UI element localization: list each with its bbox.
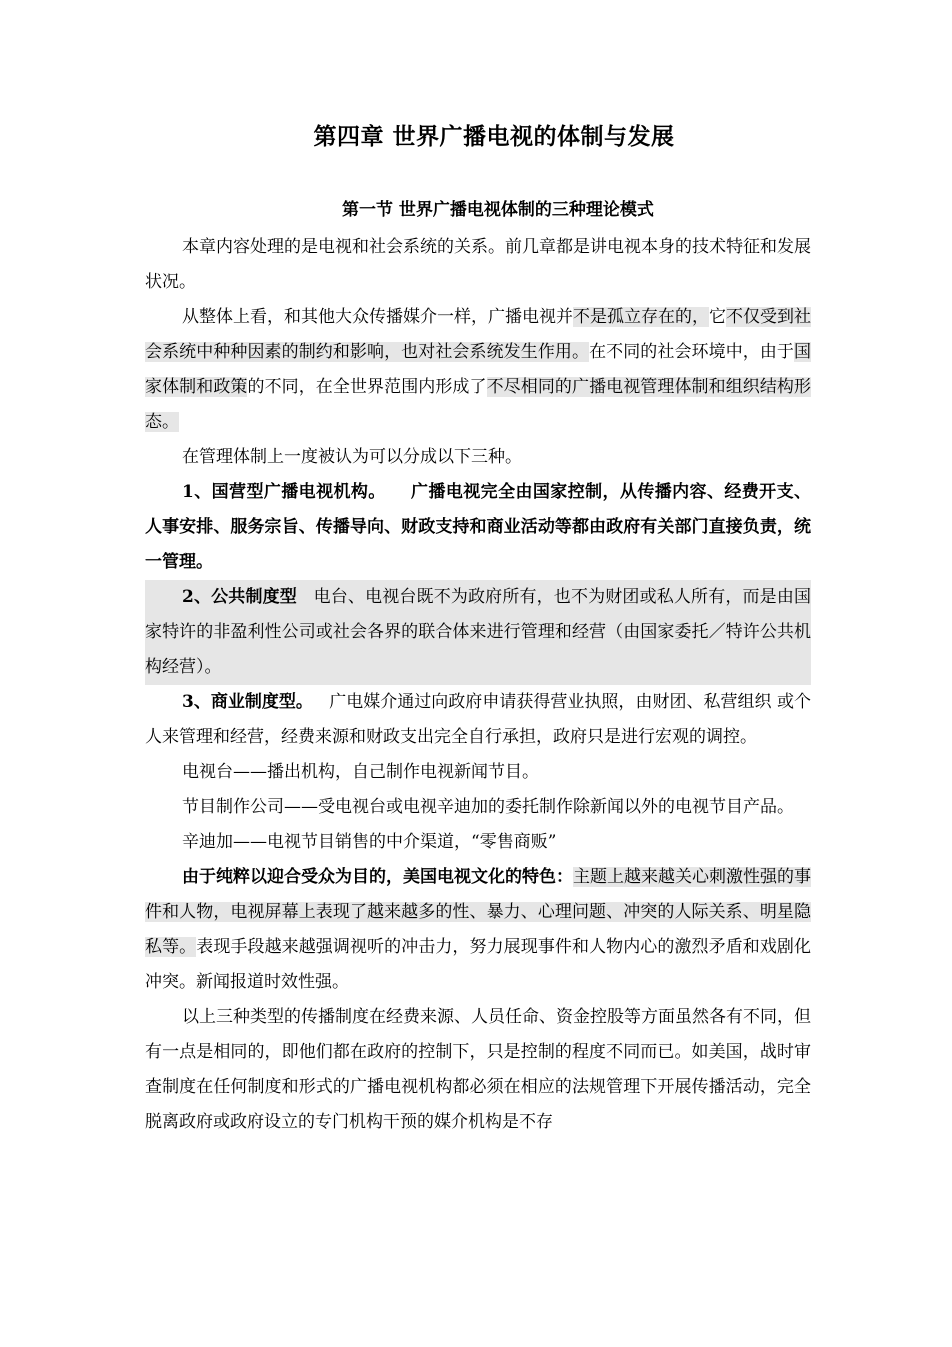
paragraph-summary: 以上三种类型的传播制度在经费来源、人员任命、资金控股等方面虽然各有不同，但有一点是相同的，即他们都在政府的控制下，只是控制的程度不同而已。如美国，战时审查制度在任何制度和形式的广播电视机构都必须在相应的法规管理下开展传播活动，完全脱离政府或政府设立的专门机构干预的媒介机构是不存 [145,1007,811,1132]
section-heading: 第一节 世界广播电视体制的三种理论模式 [342,200,654,220]
paragraph-commercial-type [145,685,811,755]
paragraph-tv-station: 电视台——播出机构，自己制作电视新闻节目。 [182,762,539,782]
text-run: 从整体上看，和其他大众传播媒介一样，广播电视并 [182,307,573,327]
chapter-title: 第四章 世界广播电视的体制与发展 [313,123,675,150]
item-label: 由于纯粹以迎合受众为目的，美国电视文化的特色： [182,867,573,887]
body-text [145,230,811,1140]
paragraph-us-tv-culture [145,860,811,1000]
paragraph-state-type [145,475,811,580]
item-label: 3、商业制度型。 [182,692,313,712]
paragraph-three-types: 在管理体制上一度被认为可以分成以下三种。 [182,447,522,467]
item-label: 2、公共制度型 [182,587,297,607]
item-text: 电台、电视台既不为政府所有，也不为财团或私人所有，而是由国家特许的非盈利性公司或社会各界的联合体来进行管理和经营（由国家委托／特许公共机构经营）。 [145,587,811,677]
item-text: 广电媒介通过向政府申请获得营业执照，由财团、私营组织 或个人来管理和经营，经费来源和财政支出完全自行承担，政府只是进行宏观的调控。 [145,692,811,747]
item-text: 广播电视完全由国家控制，从传播内容、经费开支、人事安排、服务宗旨、传播导向、财政支持和商业活动等都由政府有关部门直接负责，统一管理。 [145,482,811,572]
item-label: 1、国营型广播电视机构。 [182,482,386,502]
text-run: 的不同，在全世界范围内形成了 [247,377,487,397]
paragraph-public-type [145,580,811,685]
text-run: 它 [709,307,726,327]
paragraph-production-company: 节目制作公司——受电视台或电视辛迪加的委托制作除新闻以外的电视节目产品。 [182,797,794,817]
text-run: 在不同的社会环境中，由于 [589,342,795,362]
paragraph-overview [145,300,811,440]
highlight: 不尽相同的广播电视管理体制和组织结构形态。 [145,377,812,432]
item-text: 表现手段越来越强调视听的冲击力，努力展现事件和人物内心的激烈矛盾和戏剧化冲突。新闻报道时效性强。 [145,937,812,992]
highlight: 国家体制和政策 [145,342,812,397]
highlight: 不仅受到社会系统中种种因素的制约和影响，也对社会系统发生作用。 [145,307,811,362]
paragraph-intro: 本章内容处理的是电视和社会系统的关系。前几章都是讲电视本身的技术特征和发展状况。 [145,237,811,292]
paragraph-syndication: 辛迪加——电视节目销售的中介渠道，“零售商贩” [182,832,557,852]
highlight: 不是孤立存在的， [573,307,709,327]
highlight: 主题上越来越关心刺激性强的事件和人物，电视屏幕上表现了越来越多的性、暴力、心理问题、冲突的人际关系、明星隐私等。 [145,867,811,957]
